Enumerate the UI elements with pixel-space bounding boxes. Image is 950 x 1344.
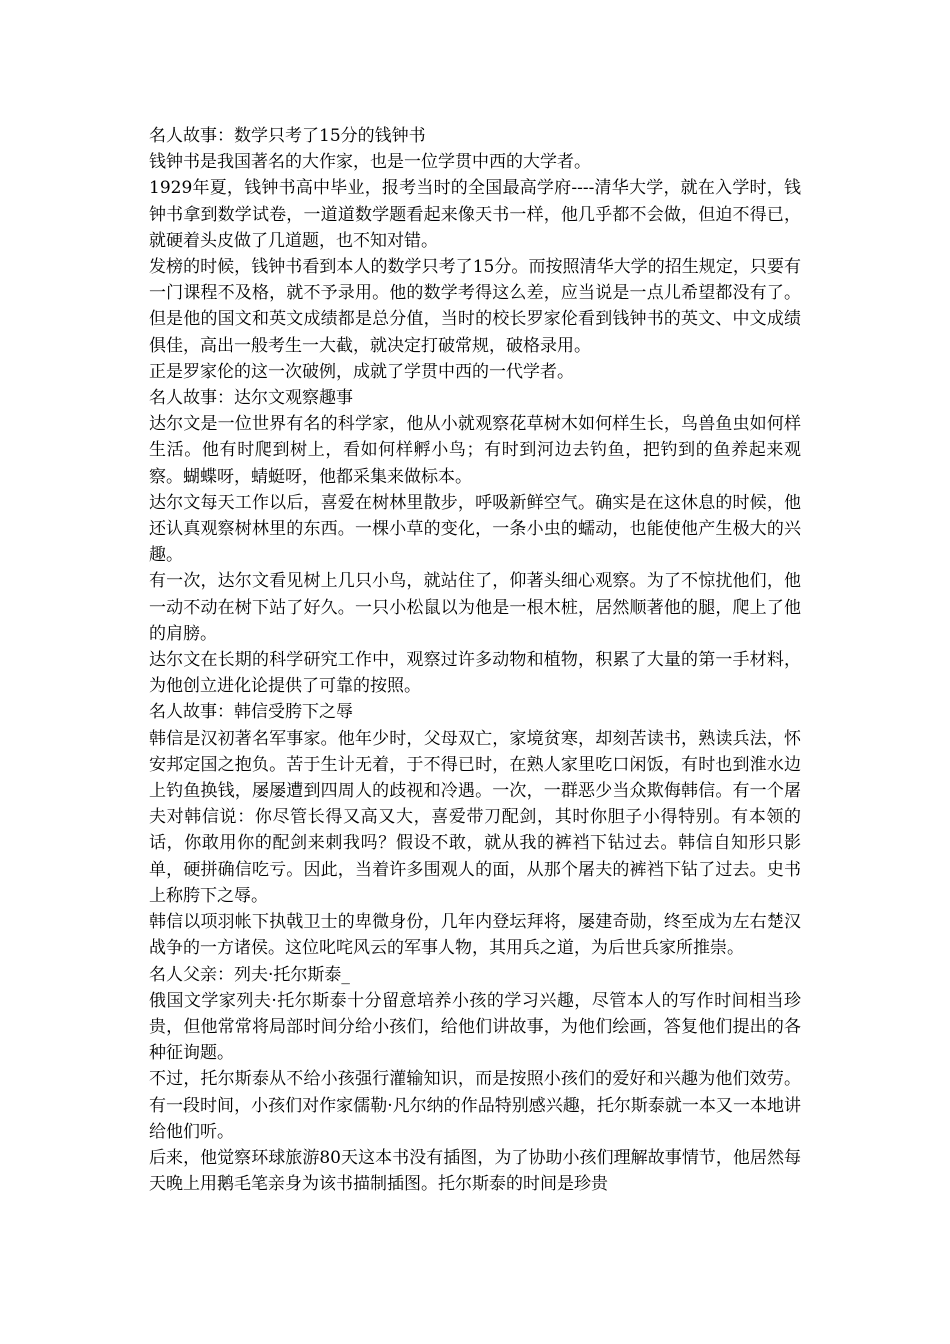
paragraph: 钱钟书是我国著名的大作家，也是一位学贯中西的大学者。 [149,152,591,173]
paragraph: 韩信是汉初著名军事家。他年少时，父母双亡，家境贫寒，却刻苦读书，熟读兵法，怀安邦定国之抱负。苦于生计无着，于不得已时，在熟人家里吃口闲饭，有时也到淮水边上钓鱼换钱，屡屡遭到四周人的歧视和冷遇。一次，一群恶少当众欺侮韩信。有一个屠夫对韩信说：你尽管长得又高又大，喜爱带刀配剑，其时你胆子小得特别。有本领的话，你敢用你的配剑来刺我吗？假设不敢，就从我的裤裆下钻过去。韩信自知形只影单，硬拼确信吃亏。因此，当着许多围观人的面，从那个屠夫的裤裆下钻了过去。史书上称胯下之辱。 [149,728,801,906]
paragraph: 俄国文学家列夫·托尔斯泰十分留意培养小孩的学习兴趣，尽管本人的写作时间相当珍贵，但他常常将局部时间分给小孩们，给他们讲故事，为他们绘画，答复他们提出的各种征询题。 [149,990,801,1064]
paragraph: 不过，托尔斯泰从不给小孩强行灌输知识，而是按照小孩们的爱好和兴趣为他们效劳。有一段时间，小孩们对作家儒勒·凡尔纳的作品特别感兴趣，托尔斯泰就一本又一本地讲给他们听。 [149,1069,801,1142]
section-title: 名人故事：达尔文观察趣事 [149,388,353,409]
paragraph: 后来，他觉察环球旅游80天这本书没有插图，为了协助小孩们理解故事情节，他居然每天晚上用鹅毛笔亲身为该书描制插图。托尔斯泰的时间是珍贵 [149,1147,801,1195]
section-title: 名人故事：数学只考了15分的钱钟书 [149,126,426,146]
paragraph: 发榜的时候，钱钟书看到本人的数学只考了15分。而按照清华大学的招生规定，只要有一门课程不及格，就不予录用。他的数学考得这么差，应当说是一点儿希望都没有了。但是他的国文和英文成绩都是总分值，当时的校长罗家伦看到钱钟书的英文、中文成绩俱佳，高出一般考生一大截，就决定打破常规，破格录用。 [149,257,801,356]
paragraph: 有一次，达尔文看见树上几只小鸟，就站住了，仰著头细心观察。为了不惊扰他们，他一动不动在树下站了好久。一只小松鼠以为他是一根木桩，居然顺著他的腿，爬上了他的肩膀。 [149,571,801,644]
paragraph: 达尔文在长期的科学研究工作中，观察过许多动物和植物，积累了大量的第一手材料，为他创立进化论提供了可靠的按照。 [149,650,801,697]
paragraph: 正是罗家伦的这一次破例，成就了学贯中西的一代学者。 [149,361,574,382]
paragraph: 达尔文每天工作以后，喜爱在树林里散步，呼吸新鲜空气。确实是在这休息的时候，他还认真观察树林里的东西。一棵小草的变化，一条小虫的蠕动，也能使他产生极大的兴趣。 [149,492,801,566]
paragraph: 韩信以项羽帐下执戟卫士的卑微身份，几年内登坛拜将，屡建奇勋，终至成为左右楚汉战争的一方诸侯。这位叱咤风云的军事人物，其用兵之道，为后世兵家所推崇。 [149,912,801,959]
document-page [149,123,801,1197]
paragraph: 达尔文是一位世界有名的科学家，他从小就观察花草树木如何样生长，鸟兽鱼虫如何样生活。他有时爬到树上，看如何样孵小鸟；有时到河边去钓鱼，把钓到的鱼养起来观察。蝴蝶呀，蜻蜓呀，他都采集来做标本。 [149,414,801,487]
section-title: 名人父亲：列夫·托尔斯泰_ [149,964,350,985]
paragraph: 1929年夏，钱钟书高中毕业，报考当时的全国最高学府----清华大学，就在入学时，钱钟书拿到数学试卷，一道道数学题看起来像天书一样，他几乎都不会做，但迫不得已，就硬着头皮做了几道题，也不知对错。 [149,178,801,251]
section-title: 名人故事：韩信受胯下之辱 [149,702,353,723]
